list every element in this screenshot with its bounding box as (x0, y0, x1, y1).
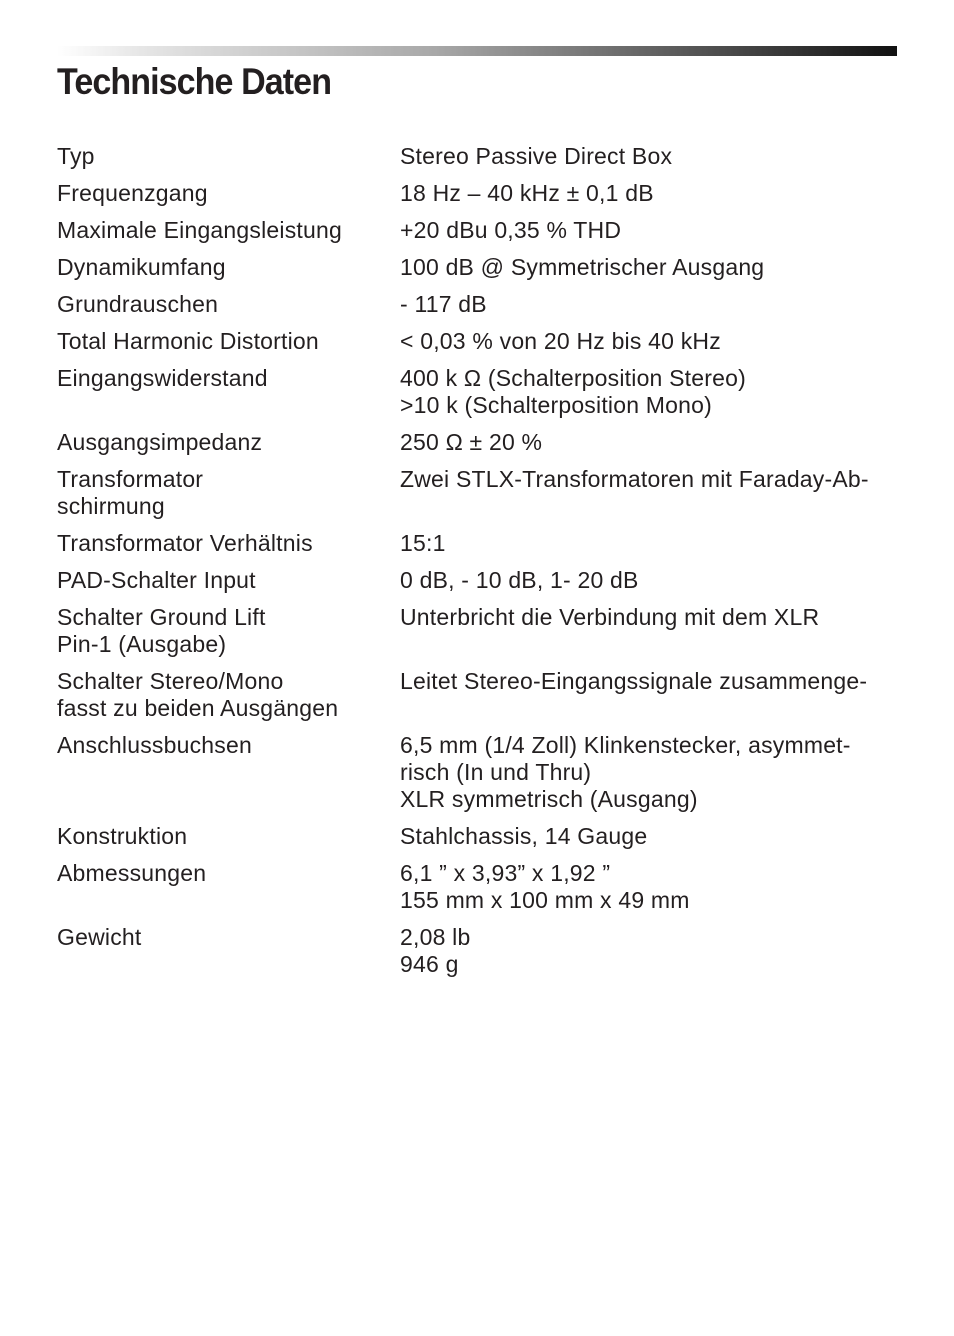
spec-value: < 0,03 % von 20 Hz bis 40 kHz (400, 328, 721, 354)
spec-row (57, 604, 907, 658)
spec-value: 6,1 ” x 3,93” x 1,92 ” 155 mm x 100 mm x 49 mm (400, 860, 690, 913)
spec-row (57, 567, 907, 594)
spec-value: 250 Ω ± 20 % (400, 429, 543, 455)
spec-row (57, 466, 907, 520)
spec-row (57, 328, 907, 355)
spec-label: PAD-Schalter Input (57, 567, 256, 593)
spec-value: 400 k Ω (Schalterposition Stereo) >10 k (Schalterposition Mono) (400, 365, 746, 418)
spec-row (57, 860, 907, 914)
spec-row (57, 668, 907, 722)
spec-label: Abmessungen (57, 860, 207, 886)
spec-label: Maximale Eingangsleistung (57, 217, 342, 243)
spec-label: Transformator Verhältnis (57, 530, 313, 556)
spec-value: 100 dB @ Symmetrischer Ausgang (400, 254, 765, 280)
spec-value: Zwei STLX-Transformatoren mit Faraday-Ab- (400, 466, 869, 492)
spec-value: +20 dBu 0,35 % THD (400, 217, 622, 243)
spec-row (57, 217, 907, 244)
spec-value: Unterbricht die Verbindung mit dem XLR (400, 604, 820, 630)
spec-label: Anschlussbuchsen (57, 732, 252, 758)
spec-label: Grundrauschen (57, 291, 219, 317)
spec-label: Eingangswiderstand (57, 365, 268, 391)
spec-row (57, 180, 907, 207)
spec-row (57, 254, 907, 281)
spec-label: Ausgangsimpedanz (57, 429, 263, 455)
spec-row (57, 291, 907, 318)
spec-value: Stereo Passive Direct Box (400, 143, 673, 169)
spec-label: Typ (57, 143, 95, 169)
page-title: Technische Daten (57, 61, 332, 102)
spec-value: 15:1 (400, 530, 446, 556)
spec-value: Stahlchassis, 14 Gauge (400, 823, 648, 849)
spec-table (57, 143, 907, 988)
spec-label: Schalter Stereo/Mono fasst zu beiden Ausgängen (57, 668, 339, 721)
spec-row (57, 732, 907, 813)
spec-label: Frequenzgang (57, 180, 208, 206)
spec-value: - 117 dB (400, 291, 487, 317)
spec-value: 0 dB, - 10 dB, 1- 20 dB (400, 567, 639, 593)
spec-value: Leitet Stereo-Eingangssignale zusammenge- (400, 668, 868, 694)
spec-row (57, 429, 907, 456)
spec-value: 2,08 lb 946 g (400, 924, 471, 977)
spec-label: Total Harmonic Distortion (57, 328, 319, 354)
spec-label: Konstruktion (57, 823, 188, 849)
spec-row (57, 823, 907, 850)
spec-value: 6,5 mm (1/4 Zoll) Klinkenstecker, asymmet- risch (In und Thru) XLR symmetrisch (Ausgang) (400, 732, 851, 812)
spec-label: Schalter Ground Lift Pin-1 (Ausgabe) (57, 604, 266, 657)
spec-label: Gewicht (57, 924, 142, 950)
header-gradient-rule (57, 46, 897, 56)
spec-row (57, 365, 907, 419)
spec-value: 18 Hz – 40 kHz ± 0,1 dB (400, 180, 654, 206)
spec-row (57, 143, 907, 170)
spec-label: Transformator schirmung (57, 466, 204, 519)
spec-row (57, 924, 907, 978)
spec-label: Dynamikumfang (57, 254, 226, 280)
spec-row (57, 530, 907, 557)
